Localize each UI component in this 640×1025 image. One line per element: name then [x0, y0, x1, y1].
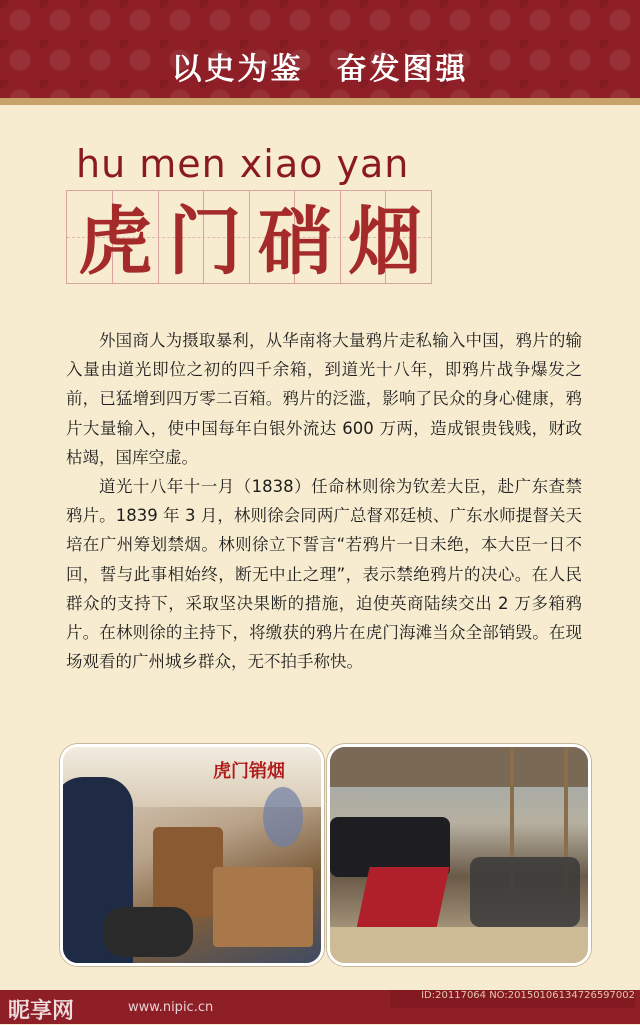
painting-caption: 虎门销烟 [213, 761, 285, 782]
image-id-text: ID:20117064 NO:20150106134726597002 [390, 990, 635, 1008]
diorama-figures [470, 857, 580, 927]
paragraph: 外国商人为摄取暴利，从华南将大量鸦片走私输入中国，鸦片的输入量由道光即位之初的四千余箱，到道光十八年，即鸦片战争爆发之前，已猛增到四万零二百箱。鸦片的泛滥，影响了民众的身心健康，鸦片大量输入，使中国每年白银外流达 600 万两，造成银贵钱贱，财政枯竭，国库空虚。 [66, 331, 582, 467]
watermark-logo: 昵享网 [8, 999, 75, 1024]
title-char: 虎 [78, 199, 152, 285]
pinyin-title: hu men xiao yan [76, 142, 410, 186]
paragraph: 道光十八年十一月（1838）任命林则徐为钦差大臣，赴广东查禁鸦片。1839 年 3 月，林则徐会同两广总督邓廷桢、广东水师提督关天培在广州筹划禁烟。林则徐立下誓言“若鸦片一日未绝，本大臣一日不回，誓与此事相始终，断无中止之理”，表示禁绝鸦片的决心。在人民群众的支持下，采取坚决果断的措施，迫使英商陆续交出 2 万多箱鸦片。在林则徐的主持下，将缴获的鸦片在虎门海滩当众全部销毁。在现场观看的广州城乡群众，无不拍手称快。 [66, 477, 582, 672]
footer-bar [0, 990, 640, 1024]
painting-image [60, 744, 324, 966]
header-banner [0, 0, 640, 104]
painting-crates [213, 867, 313, 947]
header-divider [0, 98, 640, 105]
painting-figures [103, 907, 193, 957]
diorama-image [327, 744, 591, 966]
watermark-url: www.nipic.cn [128, 1000, 214, 1015]
title-char: 硝 [258, 199, 332, 285]
painting-smoke [263, 787, 303, 847]
header-title: 以史为鉴 奋发图强 [171, 52, 469, 87]
title-char: 门 [168, 199, 242, 285]
diorama-ground [330, 927, 588, 966]
main-title [70, 190, 430, 285]
title-char: 烟 [348, 199, 422, 285]
article-body [66, 326, 582, 676]
